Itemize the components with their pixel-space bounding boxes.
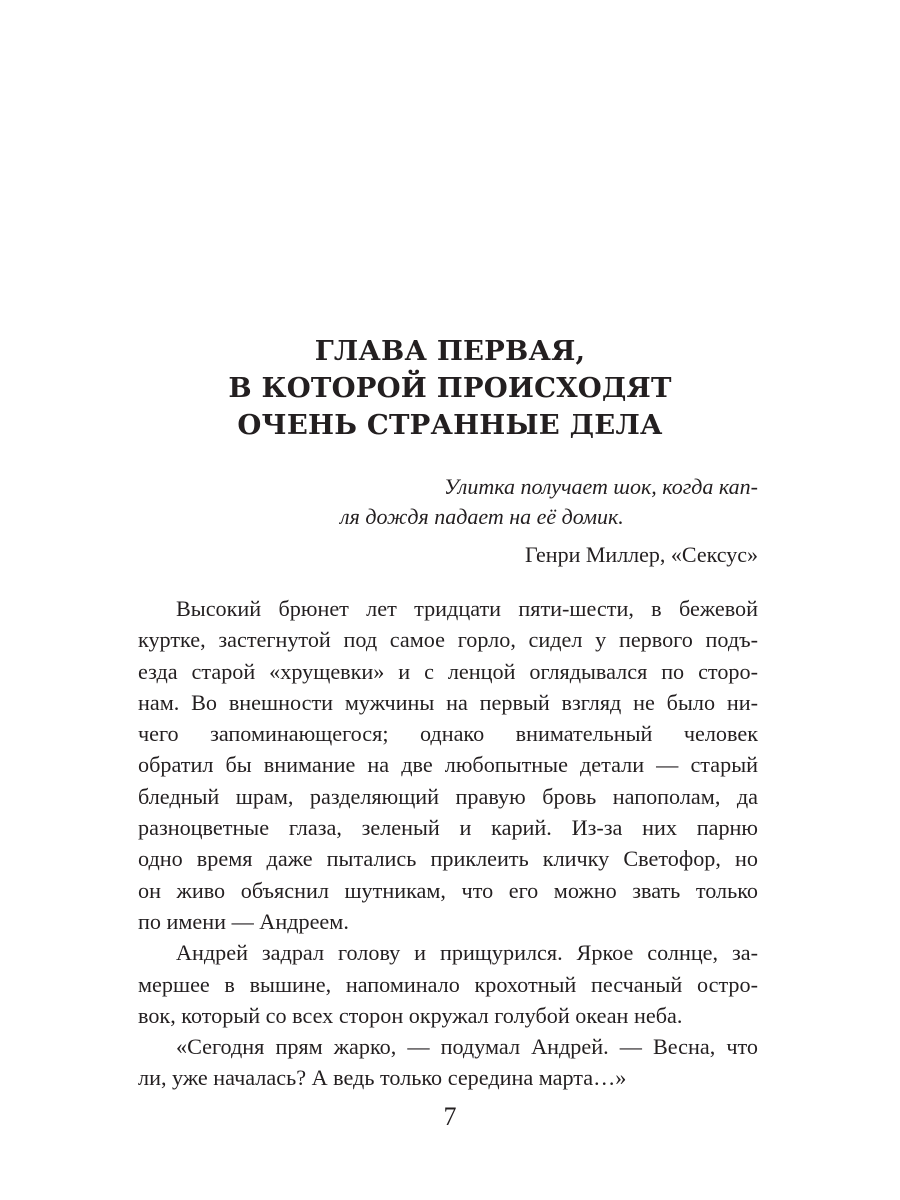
chapter-title-line: ГЛАВА ПЕРВАЯ, [314, 335, 586, 367]
text-line: мершее в вышине, напоминало крохотный песчаный остро- [138, 971, 758, 997]
epigraph [340, 472, 758, 570]
text-line: ли, уже началась? А ведь только середина марта…» [138, 1065, 627, 1091]
paragraph [138, 593, 758, 937]
chapter-title [0, 333, 900, 444]
epigraph-quote-line: ля дождя падает на её домик. [340, 504, 624, 529]
page-number: 7 [443, 1102, 457, 1131]
chapter-title-line: В КОТОРОЙ ПРОИСХОДЯТ [228, 372, 672, 404]
text-line: куртке, застегнутой под самое горло, сидел у первого подъ- [138, 627, 758, 653]
text-line: по имени — Андреем. [138, 908, 349, 934]
text-line: нам. Во внешности мужчины на первый взгляд не было ни- [138, 689, 758, 715]
paragraph [138, 937, 758, 1031]
paragraph [138, 1031, 758, 1094]
body-text [138, 593, 758, 1094]
epigraph-quote-line: Улитка получает шок, когда кап- [444, 474, 758, 499]
text-line: он живо объяснил шутникам, что его можно звать только [138, 877, 758, 903]
epigraph-source: Генри Миллер, «Сексус» [525, 542, 758, 567]
text-line: бледный шрам, разделяющий правую бровь напополам, да [138, 783, 758, 809]
chapter-title-line: ОЧЕНЬ СТРАННЫЕ ДЕЛА [237, 409, 663, 441]
text-line: чего запоминающегося; однако внимательный человек [138, 721, 758, 747]
text-line: одно время даже пытались приклеить кличку Светофор, но [138, 846, 758, 872]
text-line: разноцветные глаза, зеленый и карий. Из-за них парню [138, 815, 758, 841]
text-line: Андрей задрал голову и прищурился. Яркое солнце, за- [176, 940, 758, 966]
text-line: езда старой «хрущевки» и с ленцой оглядывался по сторо- [138, 658, 758, 684]
text-line: «Сегодня прям жарко, — подумал Андрей. — Весна, что [176, 1034, 758, 1060]
text-line: обратил бы внимание на две любопытные детали — старый [138, 752, 758, 778]
text-line: вок, который со всех сторон окружал голубой океан неба. [138, 1002, 683, 1028]
text-line: Высокий брюнет лет тридцати пяти-шести, в бежевой [176, 596, 758, 621]
